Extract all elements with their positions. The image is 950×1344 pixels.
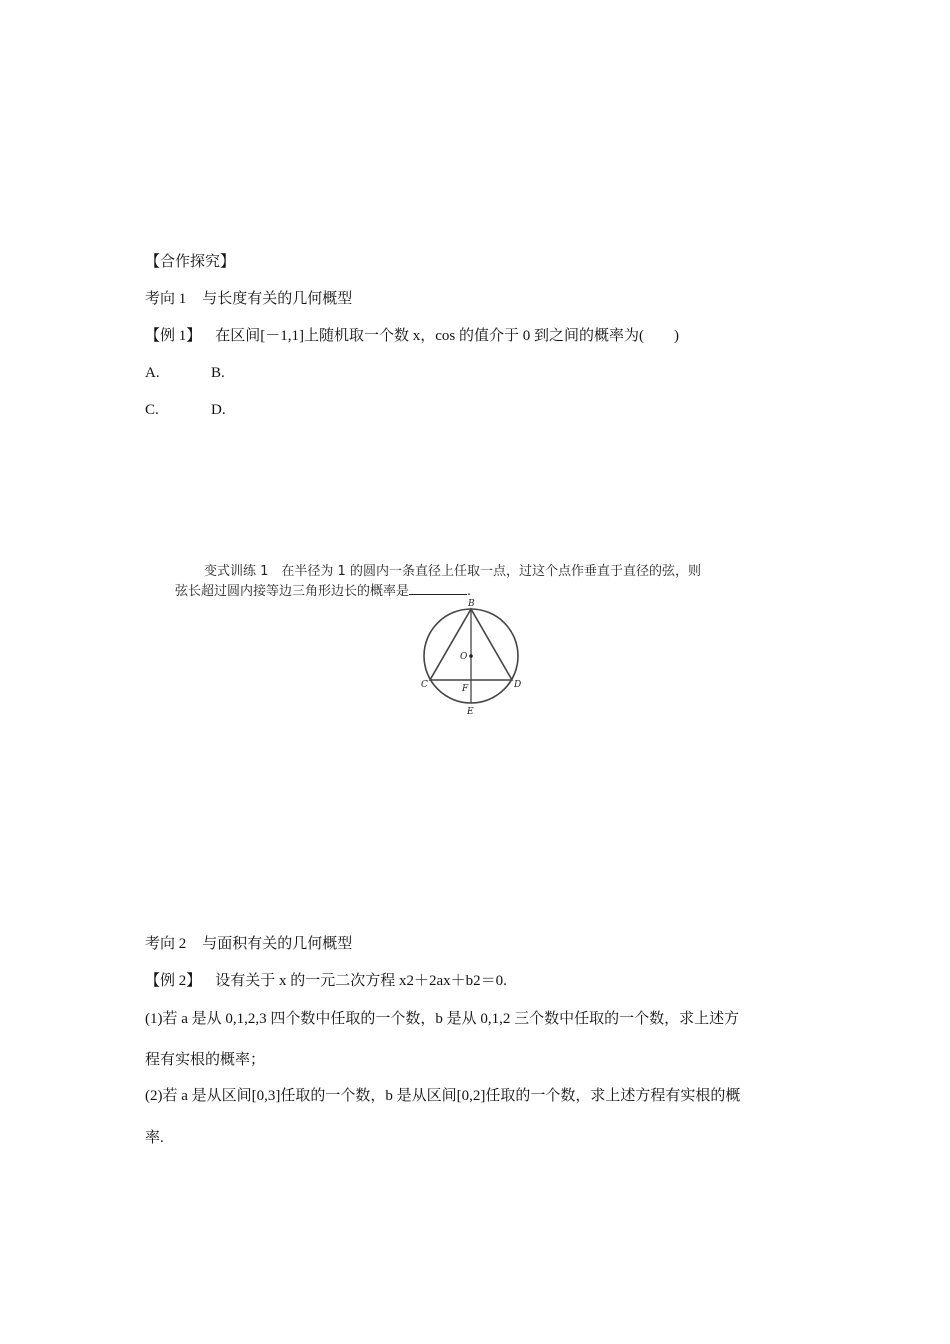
topic2-heading (145, 934, 352, 954)
option-a: A. (145, 365, 160, 381)
label-e: E (467, 707, 474, 717)
variant1-line2-end: . (467, 584, 472, 599)
topic1-label: 考向 1 (145, 291, 187, 307)
option-b: B. (211, 365, 225, 381)
example2-text: 设有关于 x 的一元二次方程 x2＋2ax＋b2＝0. (215, 973, 507, 989)
example1-text: 在区间[－1,1]上随机取一个数 x，cos 的值介于 0 到之间的概率为( ) (215, 328, 679, 344)
label-c: C (421, 680, 428, 690)
example2-part1-line2: 程有实根的概率； (145, 1052, 266, 1068)
label-f: F (462, 684, 469, 694)
example1-question (145, 326, 679, 346)
example1-label: 【例 1】 (145, 328, 202, 344)
option-c: C. (145, 402, 159, 418)
example2-question (145, 971, 507, 991)
example2-part2-line1: (2)若 a 是从区间[0,3]任取的一个数，b 是从区间[0,2]任取的一个数，求上述方程有实根的概 (145, 1088, 741, 1104)
topic2-title: 与面积有关的几何概型 (202, 936, 353, 952)
variant1-line2-text: 弦长超过圆内接等边三角形边长的概率是 (175, 584, 410, 599)
topic1-title: 与长度有关的几何概型 (202, 291, 353, 307)
variant1-line1: 变式训练 1 在半径为 1 的圆内一条直径上任取一点，过这个点作垂直于直径的弦，则 (204, 564, 701, 579)
center-dot (469, 654, 473, 658)
circle-triangle-diagram (410, 557, 550, 717)
label-b: B (468, 599, 475, 609)
example2-part2-line2: 率. (145, 1130, 164, 1146)
example1-options-row1 (145, 363, 225, 383)
section-title: 【合作探究】 (145, 254, 236, 270)
option-d: D. (211, 402, 226, 418)
example2-part1-line1: (1)若 a 是从 0,1,2,3 四个数中任取的一个数，b 是从 0,1,2 三个数中任取的一个数，求上述方 (145, 1011, 740, 1027)
label-d: D (514, 680, 522, 690)
topic2-label: 考向 2 (145, 936, 187, 952)
example2-label: 【例 2】 (145, 973, 202, 989)
label-o: O (460, 652, 468, 662)
example1-options-row2 (145, 400, 226, 420)
topic1-heading (145, 289, 352, 309)
